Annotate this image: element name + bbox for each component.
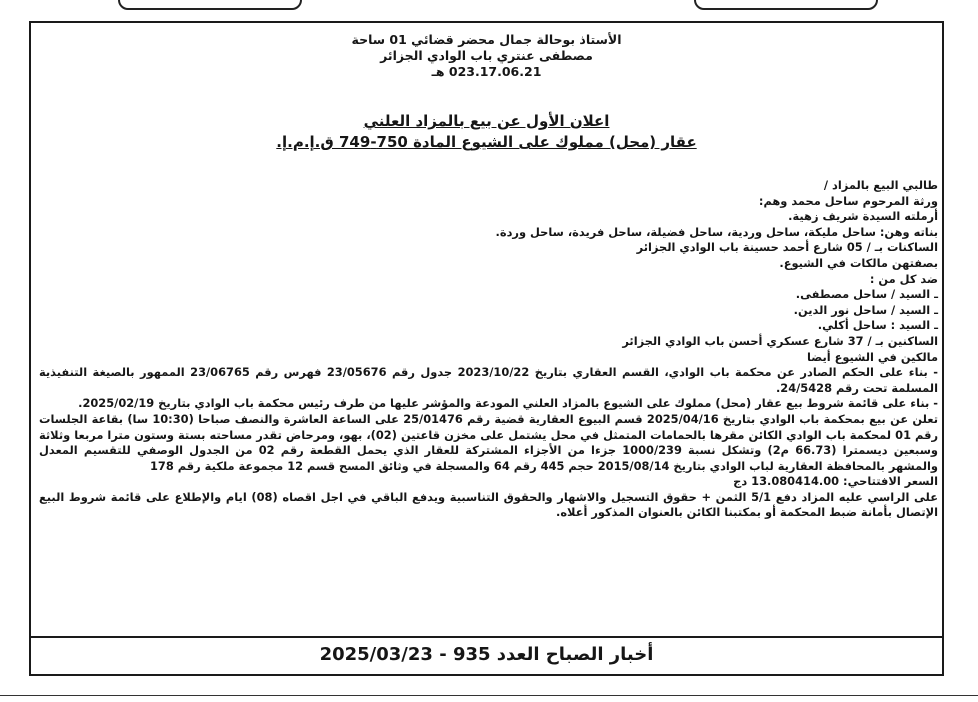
body-line: مالكين في الشيوع أيضا (806, 349, 938, 364)
body-line: ضد كل من : (869, 271, 938, 286)
body-line: ـ السيد / ساحل مصطفى. (795, 287, 938, 302)
header-line-address: مصطفى عنتري باب الوادي الجزائر (380, 48, 593, 63)
body-line: ـ السيد : ساحل أكلي. (817, 318, 938, 333)
announcement-body (39, 178, 938, 521)
body-judgment-paragraph: - بناء على الحكم الصادر عن محكمة باب الوادي، القسم العقاري بتاريخ 2023/10/22 جدول رقم 23/05676 فهرس رقم 23/06765 الممهور بالصيغة التنفيذية المسلمة تحت رقم 24/5428. (39, 365, 938, 395)
title-auction: اعلان الأول عن بيع بالمزاد العلني (363, 112, 610, 130)
body-line: طالبي البيع بالمزاد / (823, 178, 938, 192)
body-opening-price: السعر الافتتاحي: 13.080414.00 دج (733, 474, 938, 489)
body-payment-paragraph: على الراسي عليه المزاد دفع 5/1 الثمن + حقوق التسجيل والاشهار والحقوق التناسبية ويدفع الباقي في اجل اقصاه (08) ايام والإطلاع على قائمة شروط البيع الإتصال بأمانة ضبط المحكمة أو بمكتبنا الكائن بالعنوان المذكور أعلاه. (39, 489, 938, 520)
body-line: ورثة المرحوم ساحل محمد وهم: (758, 193, 938, 208)
newspaper-footer: أخبار الصباح العدد 935 - 2025/03/23 (31, 636, 942, 674)
announcement-frame (29, 21, 944, 676)
header-line-phone: 023.17.06.21 هـ (431, 64, 542, 79)
body-conditions-paragraph: - بناء على قائمة شروط بيع عقار (محل) مملوك على الشيوع بالمزاد العلني المودعة والمؤشر عليها من طرف رئيس محكمة باب الوادي بتاريخ 2025/02/19. (78, 396, 938, 411)
announcement-title (31, 111, 942, 153)
body-line: بناته وهن: ساحل مليكة، ساحل وردية، ساحل فضيلة، ساحل فريدة، ساحل وردة. (495, 224, 938, 239)
body-sale-paragraph: تعلن عن بيع بمحكمة باب الوادي بتاريخ 2025/04/16 قسم البيوع العقارية قضية رقم 25/01476 على الساعة العاشرة والنصف صباحا (10:30 سا) بقاعة الجلسات رقم 01 لمحكمة باب الوادي الكائن مقرها بالحمامات المتمثل في محل يشتمل على مخزن قاعتين (02)، بهو، ومرحاض تقدر مساحته بستة وستون مترا مربعا وثلاثة وسبعين ديسمترا (66.73 م2) وتشكل نسبة 1000/239 جزءا من الأجزاء المشتركة للعقار الذي يحمل القطعة رقم 02 من الجدول الوصفي للتقسيم المعدل والمشهر بالمحافظة العقارية لباب الوادي بتاريخ 2015/08/14 حجم 445 رقم 64 والمسجلة في وثائق المسح قسم 12 مجموعة ملكية رقم 178 (39, 411, 939, 473)
body-line: الساكنين بـ / 37 شارع عسكري أحسن باب الوادي الجزائر (622, 333, 938, 348)
header-line-name: الأستاذ بوحالة جمال محضر قضائي 01 ساحة (351, 32, 622, 47)
body-line: الساكنات بـ / 05 شارع أحمد حسينة باب الوادي الجزائر (636, 240, 938, 255)
body-line: بصفتهن مالكات في الشيوع. (779, 255, 938, 270)
top-clipped-box-left (118, 0, 302, 10)
bailiff-header (31, 32, 942, 80)
bottom-divider (0, 695, 978, 696)
body-line: أرملته السيدة شريف زهية. (788, 209, 938, 224)
title-property: عقار (محل) مملوك على الشيوع المادة 750-749 ق.إ.م.إ. (276, 133, 697, 151)
top-clipped-box-right (694, 0, 878, 10)
body-line: ـ السيد / ساحل نور الدين. (793, 302, 938, 317)
